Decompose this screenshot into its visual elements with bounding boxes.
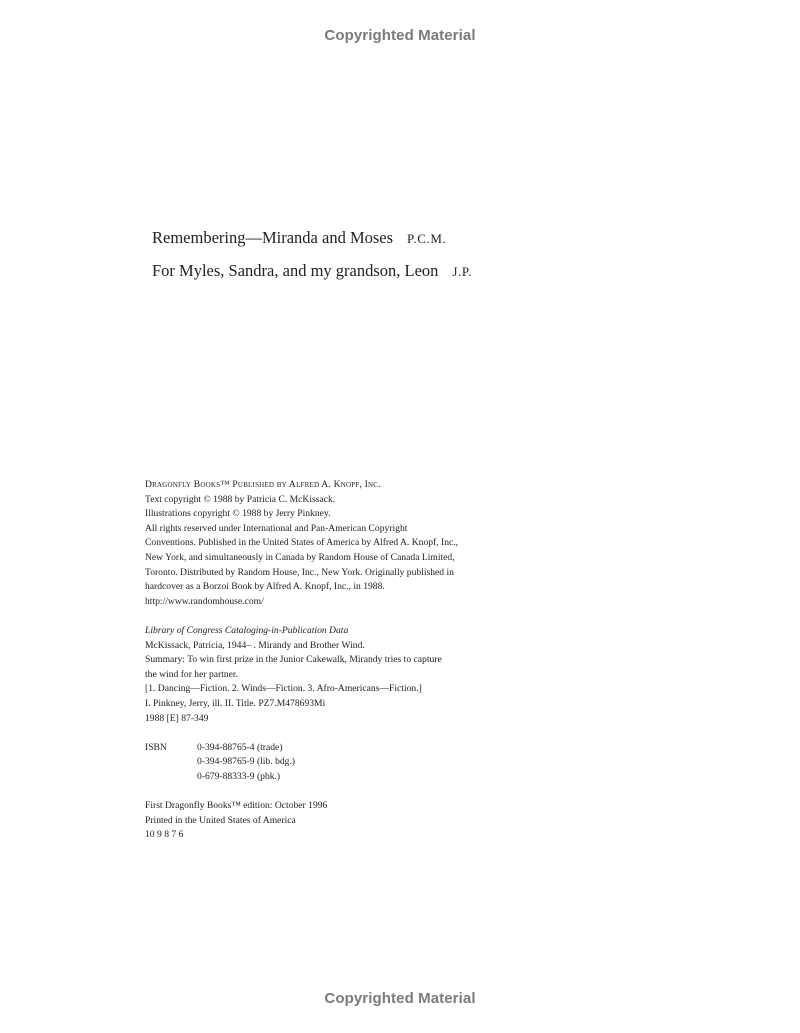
printing-number-line: 10 9 8 7 6 — [145, 829, 184, 841]
notice-line: hardcover as a Borzoi Book by Alfred A. Knopf, Inc., in 1988. — [145, 581, 385, 593]
notice-line: Illustrations copyright © 1988 by Jerry Pinkney. — [145, 508, 331, 520]
publisher-line: Dragonfly Books™ Published by Alfred A. Knopf, Inc. — [145, 479, 381, 490]
dedication-text: For Myles, Sandra, and my grandson, Leon — [152, 261, 439, 280]
spacer — [145, 784, 485, 799]
notice-line: Conventions. Published in the United States of America by Alfred A. Knopf, Inc., — [145, 537, 459, 549]
isbn-values — [197, 741, 295, 785]
spacer — [145, 609, 485, 624]
cip-line: 1988 [E] 87-349 — [145, 712, 209, 724]
isbn-label: ISBN — [145, 741, 167, 753]
copyright-block — [145, 478, 485, 843]
cip-line: I. Pinkney, Jerry, ill. II. Title. PZ7.M478693Mi — [145, 697, 326, 709]
dedication-line — [152, 228, 446, 248]
notice-line: Toronto. Distributed by Random House, Inc., New York. Originally published in — [145, 566, 454, 578]
printed-in-line: Printed in the United States of America — [145, 814, 296, 826]
copyright-watermark-top: Copyrighted Material — [324, 27, 476, 44]
notice-line: New York, and simultaneously in Canada by Random House of Canada Limited, — [145, 551, 455, 563]
cip-line: McKissack, Patricia, 1944– . Mirandy and Brother Wind. — [145, 639, 365, 651]
dedication-initials: J.P. — [452, 264, 473, 279]
copyright-watermark-bottom: Copyrighted Material — [324, 990, 476, 1007]
isbn-value: 0-679-88333-9 (pbk.) — [197, 770, 281, 782]
notice-line: Text copyright © 1988 by Patricia C. McKissack. — [145, 493, 336, 505]
spacer — [145, 726, 485, 741]
isbn-block — [145, 741, 485, 785]
cip-line: [1. Dancing—Fiction. 2. Winds—Fiction. 3. Afro-Americans—Fiction.] — [145, 683, 422, 695]
cip-line: the wind for her partner. — [145, 668, 238, 680]
cip-line: Summary: To win first prize in the Junior Cakewalk, Mirandy tries to capture — [145, 654, 442, 666]
isbn-value: 0-394-98765-9 (lib. bdg.) — [197, 756, 296, 768]
dedication-initials: P.C.M. — [407, 231, 447, 246]
dedication-text: Remembering—Miranda and Moses — [152, 228, 394, 247]
website-url: http://www.randomhouse.com/ — [145, 595, 264, 607]
dedication-line — [152, 261, 472, 281]
isbn-value: 0-394-88765-4 (trade) — [197, 741, 283, 753]
cip-heading: Library of Congress Cataloging-in-Publication Data — [145, 624, 349, 636]
notice-line: All rights reserved under International and Pan-American Copyright — [145, 522, 408, 534]
edition-line: First Dragonfly Books™ edition: October 1996 — [145, 800, 328, 812]
